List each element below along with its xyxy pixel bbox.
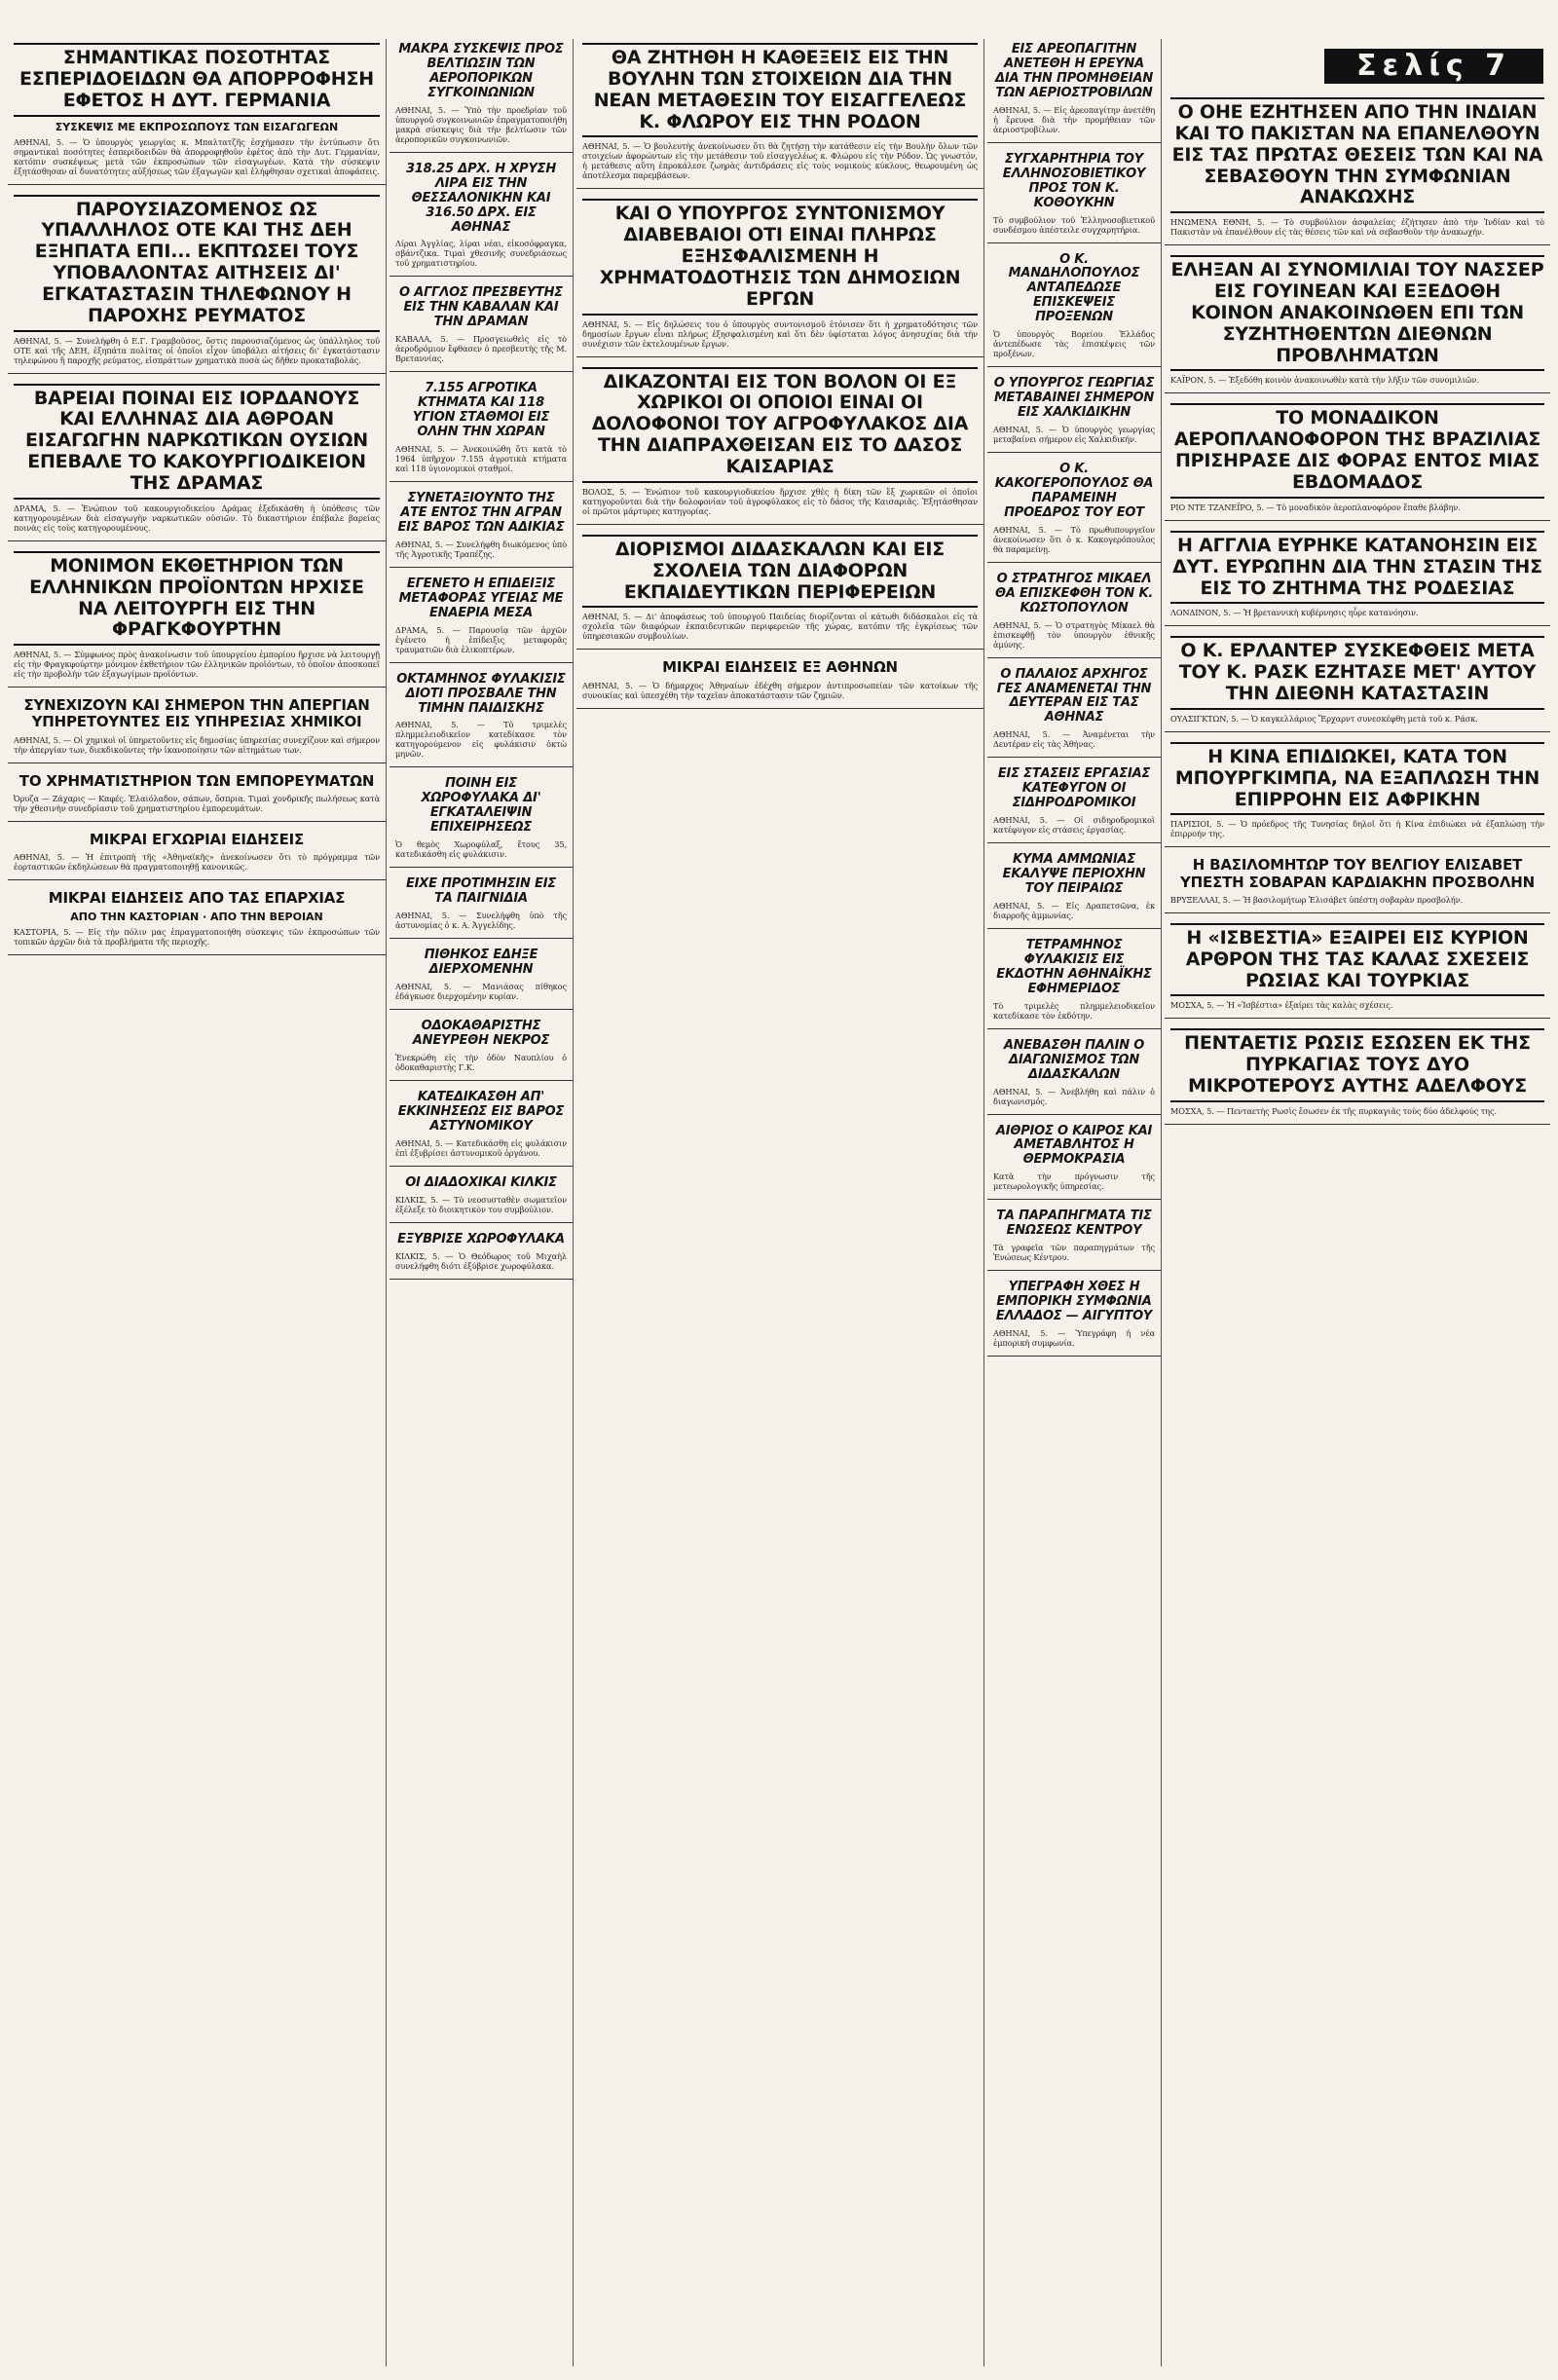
- article-headline: ΟΚΤΑΜΗΝΟΣ ΦΥΛΑΚΙΣΙΣ ΔΙΟΤΙ ΠΡΟΣΒΑΛΕ ΤΗΝ ΤΙΜΗΝ ΠΑΙΔΙΣΚΗΣ: [396, 671, 566, 716]
- article: [987, 664, 1161, 759]
- article: [390, 159, 573, 278]
- article-headline: Ο ΠΑΛΑΙΟΣ ΑΡΧΗΓΟΣ ΓΕΣ ΑΝΑΜΕΝΕΤΑΙ ΤΗΝ ΔΕΥΤΕΡΑΝ ΕΙΣ ΤΑΣ ΑΘΗΝΑΣ: [996, 666, 1152, 725]
- article: [390, 1087, 573, 1167]
- article-headline: ΤΑ ΠΑΡΑΠΗΓΜΑΤΑ ΤΙΣ ΕΝΩΣΕΩΣ ΚΕΝΤΡΟΥ: [996, 1209, 1152, 1239]
- article-headline: ΠΟΙΝΗ ΕΙΣ ΧΩΡΟΦΥΛΑΚΑ ΔΙ' ΕΓΚΑΤΑΛΕΙΨΙΝ ΕΠΙΧΕΙΡΗΣΕΩΣ: [421, 776, 541, 836]
- article-body: Τὸ τριμελὲς πλημμελειοδικεῖον κατεδίκασε τὸν ἐκδότην.: [993, 1000, 1155, 1021]
- article-body: Ἐνεκρώθη εἰς τὴν ὁδὸν Ναυπλίου ὁ ὁδοκαθαριστὴς Γ.Κ.: [395, 1052, 567, 1072]
- article: [987, 149, 1161, 243]
- article-headline: Η «ΙΣΒΕΣΤΙΑ» ΕΞΑΙΡΕΙ ΕΙΣ ΚΥΡΙΟΝ ΑΡΘΡΟΝ ΤΗΣ ΤΑΣ ΚΑΛΑΣ ΣΧΕΣΕΙΣ ΡΩΣΙΑΣ ΚΑΙ ΤΟΥΡΚΙΑΣ: [1170, 923, 1544, 997]
- article-body: ΑΘΗΝΑΙ, 5. — Μανιάσας πίθηκος ἐδάγκωσε διερχομένην κυρίαν.: [395, 981, 567, 1001]
- article: [390, 874, 573, 939]
- page-label: Σελίς 7: [1324, 49, 1543, 84]
- article-headline: ΚΑΙ Ο ΥΠΟΥΡΓΟΣ ΣΥΝΤΟΝΙΣΜΟΥ ΔΙΑΒΕΒΑΙΟΙ ΟΤΙ ΕΙΝΑΙ ΠΛΗΡΩΣ ΕΞΗΣΦΑΛΙΣΜΕΝΗ Η ΧΡΗΜΑΤΟΔΟΤΗΣΙΣ ΤΩΝ ΔΗΜΟΣΙΩΝ ΕΡΓΩΝ: [582, 199, 978, 315]
- article-body: Τὸ συμβούλιον τοῦ Ἑλληνοσοβιετικοῦ συνδέσμου ἀπέστειλε συγχαρητήρια.: [993, 214, 1155, 235]
- article: [576, 195, 983, 356]
- article-body: ΗΝΩΜΕΝΑ ΕΘΝΗ, 5. — Τὸ συμβούλιον ἀσφαλείας ἐζήτησεν ἀπὸ τὴν Ἰνδίαν καὶ τὸ Πακιστὰν νὰ ἐπανέλθουν εἰς τὰς θέσεις τῶν καὶ νὰ σεβασθοῦν τὴν ἀνακωχήν.: [1170, 217, 1544, 238]
- article-headline: ΑΝΕΒΑΣΘΗ ΠΑΛΙΝ Ο ΔΙΑΓΩΝΙΣΜΟΣ ΤΩΝ ΔΙΔΑΣΚΑΛΩΝ: [1003, 1037, 1145, 1082]
- article: [1165, 527, 1550, 627]
- article-body: ΚΑΪΡΟΝ, 5. — Ἐξεδόθη κοινὸν ἀνακοινωθὲν κατὰ τὴν λῆξιν τῶν συνομιλιῶν.: [1170, 375, 1479, 386]
- article-headline: Η ΑΓΓΛΙΑ ΕΥΡΗΚΕ ΚΑΤΑΝΟΗΣΙΝ ΕΙΣ ΔΥΤ. ΕΥΡΩΠΗΝ ΔΙΑ ΤΗΝ ΣΤΑΣΙΝ ΤΗΣ ΕΙΣ ΤΟ ΖΗΤΗΜΑ ΤΗΣ ΡΟΔΕΣΙΑΣ: [1170, 531, 1544, 605]
- article-body: ΑΘΗΝΑΙ, 5. — Ἀνεβλήθη καὶ πάλιν ὁ διαγωνισμός.: [993, 1086, 1155, 1106]
- article-headline: ΕΙΧΕ ΠΡΟΤΙΜΗΣΙΝ ΕΙΣ ΤΑ ΠΑΙΓΝΙΔΙΑ: [405, 876, 557, 907]
- article-body: ΔΡΑΜΑ, 5. — Παρουσίᾳ τῶν ἀρχῶν ἐγένετο ἡ ἐπίδειξις μεταφορᾶς τραυματιῶν διὰ ἑλικοπτέρων.: [395, 624, 567, 654]
- article: [8, 39, 386, 185]
- article-headline: ΜΙΚΡΑΙ ΕΓΧΩΡΙΑΙ ΕΙΔΗΣΕΙΣ: [89, 830, 305, 848]
- article-body: ΡΙΟ ΝΤΕ ΤΖΑΝΕΪΡΟ, 5. — Τὸ μοναδικὸν ἀεροπλανοφόρον ἔπαθε βλάβην.: [1170, 502, 1461, 512]
- article-body: ΑΘΗΝΑΙ, 5. — Εἰς ἀρεοπαγίτην ἀνετέθη ἡ ἔρευνα διὰ τὴν προμήθειαν τῶν ἀεριοστροβίλων.: [993, 104, 1155, 134]
- article: [390, 488, 573, 568]
- article: [576, 531, 983, 651]
- article-headline: ΕΛΗΞΑΝ ΑΙ ΣΥΝΟΜΙΛΙΑΙ ΤΟΥ ΝΑΣΣΕΡ ΕΙΣ ΓΟΥΙΝΕΑΝ ΚΑΙ ΕΞΕΔΟΘΗ ΚΟΙΝΟΝ ΑΝΑΚΟΙΝΩΘΕΝ ΕΠΙ ΤΩΝ ΣΥΖΗΤΗΘΕΝΤΩΝ ΔΙΕΘΝΩΝ ΠΡΟΒΛΗΜΑΤΩΝ: [1170, 255, 1544, 371]
- article: [8, 547, 386, 688]
- article-headline: ΜΟΝΙΜΟΝ ΕΚΘΕΤΗΡΙΟΝ ΤΩΝ ΕΛΛΗΝΙΚΩΝ ΠΡΟΪΟΝΤΩΝ ΗΡΧΙΣΕ ΝΑ ΛΕΙΤΟΥΡΓΗ ΕΙΣ ΤΗΝ ΦΡΑΓΚΦΟΥΡΤΗΝ: [14, 551, 380, 646]
- article-headline: ΜΙΚΡΑΙ ΕΙΔΗΣΕΙΣ ΑΠΟ ΤΑΣ ΕΠΑΡΧΙΑΣ: [48, 889, 346, 908]
- article-body: ΜΟΣΧΑ, 5. — Πενταετὴς Ρωσὶς ἔσωσεν ἐκ τῆς πυρκαγιᾶς τοὺς δύο ἀδελφούς της.: [1170, 1105, 1497, 1116]
- article-headline: ΠΑΡΟΥΣΙΑΖΟΜΕΝΟΣ ΩΣ ΥΠΑΛΛΗΛΟΣ ΟΤΕ ΚΑΙ ΤΗΣ ΔΕΗ ΕΞΗΠΑΤΑ ΕΠΙ... ΕΚΠΤΩΣΕΙ ΤΟΥΣ ΥΠΟΒΑΛΟΝΤΑΣ ΑΙΤΗΣΕΙΣ ΔΙ' ΕΓΚΑΤΑΣΤΑΣΙΝ ΤΗΛΕΦΩΝΟΥ Η ΠΑΡΟΧΗΣ ΡΕΥΜΑΤΟΣ: [14, 195, 380, 332]
- article-body: ΑΘΗΝΑΙ, 5. — Τὸ πρωθυπουργεῖον ἀνεκοίνωσεν ὅτι ὁ κ. Κακογερόπουλος θὰ παραμείνῃ.: [993, 524, 1155, 554]
- article-body: ΑΘΗΝΑΙ, 5. — Σύμφωνος πρὸς ἀνακοίνωσιν τοῦ ὑπουργείου ἐμπορίου ἤρχισε νὰ λειτουργῇ εἰς τὴν Φραγκφούρτην μόνιμον ἐκθετήριον τῶν ἑλληνικῶν προϊόντων, τὸ ὁποῖον ἀποσκοπεῖ εἰς τὴν προβολὴν τῶν ἐξαγωγίμων προϊόντων.: [14, 650, 380, 680]
- article: [987, 569, 1161, 658]
- article: [576, 655, 983, 708]
- article-headline: ΤΕΤΡΑΜΗΝΟΣ ΦΥΛΑΚΙΣΙΣ ΕΙΣ ΕΚΔΟΤΗΝ ΑΘΗΝΑΪΚΗΣ ΕΦΗΜΕΡΙΔΟΣ: [996, 937, 1152, 996]
- column-5: [1165, 93, 1550, 2366]
- article-headline: ΟΙ ΔΙΑΔΟΧΙΚΑΙ ΚΙΛΚΙΣ: [405, 1174, 557, 1190]
- article: [987, 249, 1161, 368]
- article-headline: Ο ΥΠΟΥΡΓΟΣ ΓΕΩΡΓΙΑΣ ΜΕΤΑΒΑΙΝΕΙ ΣΗΜΕΡΟΝ ΕΙΣ ΧΑΛΚΙΔΙΚΗΝ: [993, 376, 1155, 421]
- article-body: ΑΘΗΝΑΙ, 5. — Ὑπὸ τὴν προεδρίαν τοῦ ὑπουργοῦ συγκοινωνιῶν ἐπραγματοποιήθη μακρὰ σύσκεψις διὰ τὴν βελτίωσιν τῶν ἀεροπορικῶν συγκοινωνιῶν.: [395, 104, 567, 144]
- article: [1165, 251, 1550, 393]
- article-body: ΑΘΗΝΑΙ, 5. — Οἱ σιδηροδρομικοὶ κατέφυγον εἰς στάσεις ἐργασίας.: [993, 815, 1155, 836]
- article-headline: Η ΚΙΝΑ ΕΠΙΔΙΩΚΕΙ, ΚΑΤΑ ΤΟΝ ΜΠΟΥΡΓΚΙΜΠΑ, ΝΑ ΕΞΑΠΛΩΣΗ ΤΗΝ ΕΠΙΡΡΟΗΝ ΕΙΣ ΑΦΡΙΚΗΝ: [1170, 742, 1544, 816]
- article-headline: ΕΓΕΝΕΤΟ Η ΕΠΙΔΕΙΞΙΣ ΜΕΤΑΦΟΡΑΣ ΥΓΕΙΑΣ ΜΕ ΕΝΑΕΡΙΑ ΜΕΣΑ: [398, 576, 564, 620]
- article: [1165, 738, 1550, 848]
- article-headline: ΜΙΚΡΑΙ ΕΙΔΗΣΕΙΣ ΕΞ ΑΘΗΝΩΝ: [662, 658, 898, 677]
- article-subheadline: ΣΥΣΚΕΨΙΣ ΜΕ ΕΚΠΡΟΣΩΠΟΥΣ ΤΩΝ ΕΙΣΑΓΩΓΕΩΝ: [55, 120, 339, 133]
- article-headline: ΠΙΘΗΚΟΣ ΕΔΗΞΕ ΔΙΕΡΧΟΜΕΝΗΝ: [424, 948, 538, 977]
- article-body: ΒΡΥΞΕΛΛΑΙ, 5. — Ἡ βασιλομήτωρ Ἐλισάβετ ὑπέστη σοβαρὰν προσβολήν.: [1170, 894, 1463, 905]
- article-body: ΑΘΗΝΑΙ, 5. — Ἀνεκοινώθη ὅτι κατὰ τὸ 1964 ὑπῆρχον 7.155 ἀγροτικὰ κτήματα καὶ 118 ὑγιονομικοὶ σταθμοί.: [395, 444, 567, 473]
- article-headline: ΚΑΤΕΔΙΚΑΣΘΗ ΑΠ' ΕΚΚΙΝΗΣΕΩΣ ΕΙΣ ΒΑΡΟΣ ΑΣΤΥΝΟΜΙΚΟΥ: [397, 1089, 565, 1134]
- article: [987, 1277, 1161, 1357]
- article-headline: ΥΠΕΓΡΑΦΗ ΧΘΕΣ Η ΕΜΠΟΡΙΚΗ ΣΥΜΦΩΝΙΑ ΕΛΛΑΔΟΣ — ΑΙΓΥΠΤΟΥ: [995, 1280, 1153, 1324]
- article: [8, 886, 386, 955]
- article: [390, 1016, 573, 1081]
- article: [8, 191, 386, 374]
- article-body: ΑΘΗΝΑΙ, 5. — Εἰς δηλώσεις του ὁ ὑπουργὸς συντονισμοῦ ἐτόνισεν ὅτι ἡ χρηματοδότησις τῶν δημοσίων ἔργων εἶναι πλήρως ἐξησφαλισμένη καὶ ὅτι δὲν ὑφίσταται λόγος ἀνησυχίας διὰ τὴν συνέχισιν τῶν ἐκτελουμένων ἔργων.: [582, 318, 978, 349]
- article-body: ΜΟΣΧΑ, 5. — Ἡ «Ἰσβέστια» ἐξαίρει τὰς καλὰς σχέσεις.: [1170, 1000, 1393, 1011]
- article: [987, 935, 1161, 1029]
- article: [390, 1172, 573, 1223]
- article-body: Λίραι Ἀγγλίας, λίραι νέαι, εἰκοσόφραγκα, σβάντζικα. Τιμαὶ χθεσινῆς συνεδριάσεως τοῦ χρηματιστηρίου.: [395, 239, 567, 269]
- article-body: ΑΘΗΝΑΙ, 5. — Δι' ἀποφάσεως τοῦ ὑπουργοῦ Παιδείας διορίζονται οἱ κάτωθι διδάσκαλοι εἰς τὰ σχολεῖα τῶν διαφόρων ἐκπαιδευτικῶν περιφερειῶν τῆς χώρας, κατόπιν τῆς ἐγκρίσεως τῶν ὑπηρεσιακῶν συμβουλίων.: [582, 612, 978, 642]
- article-headline: 318.25 ΔΡΧ. Η ΧΡΥΣΗ ΛΙΡΑ ΕΙΣ ΤΗΝ ΘΕΣΣΑΛΟΝΙΚΗΝ ΚΑΙ 316.50 ΔΡΧ. ΕΙΣ ΑΘΗΝΑΣ: [405, 161, 557, 235]
- article-body: ΑΘΗΝΑΙ, 5. — Οἱ χημικοὶ οἱ ὑπηρετοῦντες εἰς δημοσίας ὑπηρεσίας συνεχίζουν καὶ σήμερον τὴν ἀπεργίαν των, διεκδικοῦντες τὴν ἱκανοποίησιν τῶν αἰτημάτων των.: [14, 734, 380, 755]
- column-4: [987, 39, 1162, 2366]
- article-body: ΑΘΗΝΑΙ, 5. — Ἀναμένεται τὴν Δευτέραν εἰς τὰς Ἀθήνας.: [993, 729, 1155, 750]
- column-1: [8, 39, 387, 2366]
- article: [8, 828, 386, 880]
- article-headline: ΔΙΚΑΖΟΝΤΑΙ ΕΙΣ ΤΟΝ ΒΟΛΟΝ ΟΙ ΕΞ ΧΩΡΙΚΟΙ ΟΙ ΟΠΟΙΟΙ ΕΙΝΑΙ ΟΙ ΔΟΛΟΦΟΝΟΙ ΤΟΥ ΑΓΡΟΦΥΛΑΚΟΣ ΔΙΑ ΤΗΝ ΔΙΑΠΡΑΧΘΕΙΣΑΝ ΕΙΣ ΤΟ ΔΑΣΟΣ ΚΑΙΣΑΡΙΑΣ: [582, 367, 978, 483]
- article-body: ΑΘΗΝΑΙ, 5. — Ὁ δήμαρχος Ἀθηναίων ἐδέχθη σήμερον ἀντιπροσωπείαν τῶν κατοίκων τῆς συνοικίας καὶ ὑπεσχέθη τὴν ταχεῖαν ἀποκατάστασιν τῶν ζημιῶν.: [582, 680, 978, 700]
- article-headline: Η ΒΑΣΙΛΟΜΗΤΩΡ ΤΟΥ ΒΕΛΓΙΟΥ ΕΛΙΣΑΒΕΤ ΥΠΕΣΤΗ ΣΟΒΑΡΑΝ ΚΑΡΔΙΑΚΗΝ ΠΡΟΣΒΟΛΗΝ: [1180, 856, 1535, 891]
- article: [390, 378, 573, 482]
- article: [987, 1206, 1161, 1271]
- article-body: ΟΥΑΣΙΓΚΤΩΝ, 5. — Ὁ καγκελλάριος Ἔρχαρντ συνεσκέφθη μετὰ τοῦ κ. Ράσκ.: [1170, 713, 1478, 724]
- article: [987, 459, 1161, 563]
- article-body: ΑΘΗΝΑΙ, 5. — Ὁ στρατηγὸς Μίκαελ θὰ ἐπισκεφθῇ τὸν ὑπουργὸν ἐθνικῆς ἀμύνης.: [993, 619, 1155, 650]
- article-headline: Ο Κ. ΜΑΝΔΗΛΟΠΟΥΛΟΣ ΑΝΤΑΠΕΔΩΣΕ ΕΠΙΣΚΕΨΕΙΣ ΠΡΟΞΕΝΩΝ: [1008, 251, 1140, 325]
- article-body: ΑΘΗΝΑΙ, 5. — Ὑπεγράφη ἡ νέα ἐμπορικὴ συμφωνία.: [993, 1328, 1155, 1348]
- article-body: ΑΘΗΝΑΙ, 5. — Τὸ τριμελὲς πλημμελειοδικεῖον κατεδίκασε τὸν κατηγορούμενον εἰς φυλάκισιν ὀκτὼ μηνῶν.: [395, 720, 567, 760]
- article: [390, 574, 573, 663]
- article-headline: ΤΟ ΜΟΝΑΔΙΚΟΝ ΑΕΡΟΠΛΑΝΟΦΟΡΟΝ ΤΗΣ ΒΡΑΖΙΛΙΑΣ ΠΡΙΣΗΡΑΣΕ ΔΙΣ ΦΟΡΑΣ ΕΝΤΟΣ ΜΙΑΣ ΕΒΔΟΜΑΔΟΣ: [1170, 403, 1544, 498]
- article: [987, 1035, 1161, 1115]
- article-headline: ΔΙΟΡΙΣΜΟΙ ΔΙΔΑΣΚΑΛΩΝ ΚΑΙ ΕΙΣ ΣΧΟΛΕΙΑ ΤΩΝ ΔΙΑΦΟΡΩΝ ΕΚΠΑΙΔΕΥΤΙΚΩΝ ΠΕΡΙΦΕΡΕΙΩΝ: [582, 535, 978, 609]
- article-headline: ΣΗΜΑΝΤΙΚΑΣ ΠΟΣΟΤΗΤΑΣ ΕΣΠΕΡΙΔΟΕΙΔΩΝ ΘΑ ΑΠΟΡΡΟΦΗΣΗ ΕΦΕΤΟΣ Η ΔΥΤ. ΓΕΡΜΑΝΙΑ: [14, 43, 380, 117]
- article-headline: Ο Κ. ΕΡΛΑΝΤΕΡ ΣΥΣΚΕΦΘΕΙΣ ΜΕΤΑ ΤΟΥ Κ. ΡΑΣΚ ΕΖΗΤΑΣΕ ΜΕΤ' ΑΥΤΟΥ ΤΗΝ ΔΙΕΘΝΗ ΚΑΤΑΣΤΑΣΙΝ: [1170, 636, 1544, 710]
- article-body: Τὰ γραφεῖα τῶν παραπηγμάτων τῆς Ἑνώσεως Κέντρου.: [993, 1243, 1155, 1263]
- article-body: ΑΘΗΝΑΙ, 5. — Ὁ βουλευτὴς ἀνεκοίνωσεν ὅτι θὰ ζητήσῃ τὴν κατάθεσιν εἰς τὴν Βουλὴν ὅλων τῶν στοιχείων ἀφορώντων εἰς τὴν μετάθεσιν τοῦ εἰσαγγελέως κ. Φλώρου εἰς τὴν Ρόδον. Ὡς γνωστόν, ἡ μετάθεσις αὕτη ἐπροκάλεσε ζωηρὰς ἀντιδράσεις εἰς τοὺς νομικοὺς κύκλους, θεωρουμένη ὡς ἀποτέλεσμα παρεμβάσεων.: [582, 141, 978, 181]
- article-body: ΑΘΗΝΑΙ, 5. — Ὁ ὑπουργὸς γεωργίας μεταβαίνει σήμερον εἰς Χαλκιδικήν.: [993, 425, 1155, 444]
- article: [390, 669, 573, 768]
- article: [987, 373, 1161, 453]
- article-body: ΛΟΝΔΙΝΟΝ, 5. — Ἡ βρεταννικὴ κυβέρνησις ηὗρε κατανόησιν.: [1170, 608, 1419, 618]
- article-body: ΚΙΛΚΙΣ, 5. — Τὸ νεοσυσταθὲν σωματεῖον ἐξέλεξε τὸ διοικητικὸν του συμβούλιον.: [395, 1194, 567, 1214]
- article-body: ΑΘΗΝΑΙ, 5. — Κατεδικάσθη εἰς φυλάκισιν ἐπὶ ἐξυβρίσει ἀστυνομικοῦ ὀργάνου.: [395, 1137, 567, 1158]
- article-body: ΚΑΣΤΟΡΙΑ, 5. — Εἰς τὴν πόλιν μας ἐπραγματοποιήθη σύσκεψις τῶν ἐκπροσώπων τῶν τοπικῶν ἀρχῶν διὰ τὰ προβλήματα τῆς περιοχῆς.: [14, 927, 380, 948]
- article-body: ΑΘΗΝΑΙ, 5. — Εἰς Δραπετσῶνα, ἐκ διαρροῆς ἀμμωνίας.: [993, 900, 1155, 920]
- article: [390, 773, 573, 868]
- article-body: ΑΘΗΝΑΙ, 5. — Συνελήφθη διωκόμενος ὑπὸ τῆς Ἀγροτικῆς Τραπέζης.: [395, 539, 567, 559]
- article: [576, 363, 983, 525]
- article-headline: ΑΙΘΡΙΟΣ Ο ΚΑΙΡΟΣ ΚΑΙ ΑΜΕΤΑΒΛΗΤΟΣ Η ΘΕΡΜΟΚΡΑΣΙΑ: [995, 1123, 1153, 1168]
- article-headline: ΕΙΣ ΣΤΑΣΕΙΣ ΕΡΓΑΣΙΑΣ ΚΑΤΕΦΥΓΟΝ ΟΙ ΣΙΔΗΡΟΔΡΟΜΙΚΟΙ: [997, 766, 1151, 811]
- article: [8, 769, 386, 822]
- article-body: Ὀρυζα — Ζάχαρις — Καφές. Ἐλαιόλαδον, σάπων, ὄσπρια. Τιμαὶ χονδρικῆς πωλήσεως κατὰ τὴν χθεσινὴν συνεδρίασιν τοῦ χρηματιστηρίου ἐμπορευμάτων.: [14, 793, 380, 813]
- article-headline: ΕΙΣ ΑΡΕΟΠΑΓΙΤΗΝ ΑΝΕΤΕΘΗ Η ΕΡΕΥΝΑ ΔΙΑ ΤΗΝ ΠΡΟΜΗΘΕΙΑΝ ΤΩΝ ΑΕΡΙΟΣΤΡΟΒΙΛΩΝ: [994, 42, 1154, 100]
- article: [1165, 632, 1550, 732]
- article: [987, 1121, 1161, 1201]
- article-body: Ὁ ὑπουργὸς Βορείου Ἑλλάδος ἀντεπέδωσε τὰς ἐπισκέψεις τῶν προξένων.: [993, 329, 1155, 359]
- article-headline: Ο ΟΗΕ ΕΖΗΤΗΣΕΝ ΑΠΟ ΤΗΝ ΙΝΔΙΑΝ ΚΑΙ ΤΟ ΠΑΚΙΣΤΑΝ ΝΑ ΕΠΑΝΕΛΘΟΥΝ ΕΙΣ ΤΑΣ ΠΡΩΤΑΣ ΘΕΣΕΙΣ ΤΩΝ ΚΑΙ ΝΑ ΣΕΒΑΣΘΟΥΝ ΤΗΝ ΣΥΜΦΩΝΙΑΝ ΑΝΑΚΩΧΗΣ: [1170, 97, 1544, 213]
- article: [390, 39, 573, 153]
- article: [1165, 853, 1550, 913]
- article-body: ΒΟΛΟΣ, 5. — Ἐνώπιον τοῦ κακουργιοδικείου ἤρχισε χθὲς ἡ δίκη τῶν ἓξ χωρικῶν οἱ ὁποῖοι κατηγοροῦνται διὰ τὴν δολοφονίαν τοῦ ἀγροφύλακος εἰς τὸ δάσος τῆς Καισαριᾶς. Ἐξητάσθησαν οἱ πρῶτοι μάρτυρες κατηγορίας.: [582, 486, 978, 516]
- article-body: ΑΘΗΝΑΙ, 5. — Συνελήφθη ὑπὸ τῆς ἀστυνομίας ὁ κ. Α. Ἀγγελίδης.: [395, 911, 567, 931]
- article-headline: ΚΥΜΑ ΑΜΜΩΝΙΑΣ ΕΚΑΛΥΨΕ ΠΕΡΙΟΧΗΝ ΤΟΥ ΠΕΙΡΑΙΩΣ: [1002, 852, 1146, 896]
- article-headline: Ο ΑΓΓΛΟΣ ΠΡΕΣΒΕΥΤΗΣ ΕΙΣ ΤΗΝ ΚΑΒΑΛΑΝ ΚΑΙ ΤΗΝ ΔΡΑΜΑΝ: [399, 285, 563, 330]
- article: [1165, 1024, 1550, 1125]
- column-3: [576, 39, 984, 2366]
- article: [1165, 919, 1550, 1020]
- article-headline: ΣΥΓΧΑΡΗΤΗΡΙΑ ΤΟΥ ΕΛΛΗΝΟΣΟΒΙΕΤΙΚΟΥ ΠΡΟΣ ΤΟΝ Κ. ΚΟΘΟΥΚΗΝ: [1002, 151, 1146, 210]
- article-headline: ΒΑΡΕΙΑΙ ΠΟΙΝΑΙ ΕΙΣ ΙΟΡΔΑΝΟΥΣ ΚΑΙ ΕΛΛΗΝΑΣ ΔΙΑ ΑΘΡΟΑΝ ΕΙΣΑΓΩΓΗΝ ΝΑΡΚΩΤΙΚΩΝ ΟΥΣΙΩΝ ΕΠΕΒΑΛΕ ΤΟ ΚΑΚΟΥΡΓΙΟΔΙΚΕΙΟΝ ΤΗΣ ΔΡΑΜΑΣ: [14, 384, 380, 500]
- article-body: ΠΑΡΙΣΙΟΙ, 5. — Ὁ πρόεδρος τῆς Τυνησίας δηλοῖ ὅτι ἡ Κίνα ἐπιδιώκει νὰ ἐξαπλώσῃ τὴν ἐπιρροήν της.: [1170, 819, 1544, 839]
- article: [390, 945, 573, 1010]
- article: [987, 39, 1161, 143]
- article-headline: ΣΥΝΕΧΙΖΟΥΝ ΚΑΙ ΣΗΜΕΡΟΝ ΤΗΝ ΑΠΕΡΓΙΑΝ ΥΠΗΡΕΤΟΥΝΤΕΣ ΕΙΣ ΥΠΗΡΕΣΙΑΣ ΧΗΜΙΚΟΙ: [23, 696, 370, 731]
- article-body: ΚΙΛΚΙΣ, 5. — Ὁ Θεόδωρος τοῦ Μιχαὴλ συνελήφθη διότι ἐξύβρισε χωροφύλακα.: [395, 1250, 567, 1271]
- article-headline: ΕΞΥΒΡΙΣΕ ΧΩΡΟΦΥΛΑΚΑ: [397, 1231, 565, 1246]
- article-body: ΔΡΑΜΑ, 5. — Ἐνώπιον τοῦ κακουργιοδικείου Δράμας ἐξεδικάσθη ἡ ὑπόθεσις τῶν κατηγορουμένων διὰ εἰσαγωγὴν ναρκωτικῶν οὐσιῶν. Τὸ δικαστήριον ἐπέβαλε βαρείας ποινὰς εἰς τοὺς κατηγορουμένους.: [14, 502, 380, 533]
- article: [1165, 399, 1550, 520]
- article-headline: ΟΔΟΚΑΘΑΡΙΣΤΗΣ ΑΝΕΥΡΕΘΗ ΝΕΚΡΟΣ: [412, 1018, 550, 1048]
- article: [576, 39, 983, 189]
- column-2: [390, 39, 574, 2366]
- article-headline: 7.155 ΑΓΡΟΤΙΚΑ ΚΤΗΜΑΤΑ ΚΑΙ 118 ΥΓΙΟΝ ΣΤΑΘΜΟΙ ΕΙΣ ΟΛΗΝ ΤΗΝ ΧΩΡΑΝ: [412, 381, 550, 440]
- article: [987, 763, 1161, 843]
- article: [390, 1229, 573, 1280]
- article: [8, 693, 386, 763]
- article-body: Ὁ θεμὸς Χωροφύλαξ, ἔτους 35, κατεδικάσθη εἰς φυλάκισιν.: [395, 839, 567, 860]
- article: [987, 849, 1161, 929]
- article: [8, 380, 386, 541]
- article: [1165, 93, 1550, 245]
- article-body: ΑΘΗΝΑΙ, 5. — Ὁ ὑπουργὸς γεωργίας κ. Μπαλτατζῆς ἐσχήμασεν τὴν ἐντύπωσιν ὅτι σημαντικαὶ ποσότητες ἑσπεριδοειδῶν θὰ ἀπορροφηθοῦν ἐφέτος ἀπὸ τὴν Δυτ. Γερμανίαν, κατόπιν συσκέψεως μετὰ τῶν ἐκπροσώπων τῶν εἰσαγωγέων. Κατὰ τὴν σύσκεψιν ἐξητάσθησαν αἱ δυνατότητες αὐξήσεως τῶν ἐξαγωγῶν καὶ ἐλήφθησαν σχετικαὶ ἀποφάσεις.: [14, 136, 380, 176]
- article-headline: Ο Κ. ΚΑΚΟΓΕΡΟΠΟΥΛΟΣ ΘΑ ΠΑΡΑΜΕΙΝΗ ΠΡΟΕΔΡΟΣ ΤΟΥ ΕΟΤ: [994, 462, 1154, 520]
- article-body: Κατὰ τὴν πρόγνωσιν τῆς μετεωρολογικῆς ὑπηρεσίας.: [993, 1171, 1155, 1192]
- article-headline: ΠΕΝΤΑΕΤΙΣ ΡΩΣΙΣ ΕΣΩΣΕΝ ΕΚ ΤΗΣ ΠΥΡΚΑΓΙΑΣ ΤΟΥΣ ΔΥΟ ΜΙΚΡΟΤΕΡΟΥΣ ΑΥΤΗΣ ΑΔΕΛΦΟΥΣ: [1170, 1028, 1544, 1102]
- article-headline: ΤΟ ΧΡΗΜΑΤΙΣΤΗΡΙΟΝ ΤΩΝ ΕΜΠΟΡΕΥΜΑΤΩΝ: [19, 771, 375, 790]
- article-body: ΑΘΗΝΑΙ, 5. — Συνελήφθη ὁ Ε.Γ. Γραμβοῦσος, ὅστις παρουσιαζόμενος ὡς ὑπάλληλος τοῦ ΟΤΕ καὶ τῆς ΔΕΗ, ἐξηπάτα πολίτας οἱ ὁποῖοι εἶχον ὑποβάλει αἰτήσεις δι' ἐγκατάστασιν τηλεφώνου ἢ παροχῆς ρεύματος, εἰσπράττων χρηματικὰ ποσὰ ὡς δῆθεν προκαταβολάς.: [14, 335, 380, 365]
- article-headline: ΜΑΚΡΑ ΣΥΣΚΕΨΙΣ ΠΡΟΣ ΒΕΛΤΙΩΣΙΝ ΤΩΝ ΑΕΡΟΠΟΡΙΚΩΝ ΣΥΓΚΟΙΝΩΝΙΩΝ: [398, 42, 564, 100]
- article-body: ΑΘΗΝΑΙ, 5. — Ἡ ἐπιτροπὴ τῆς «Ἀθηναϊκῆς» ἀνεκοίνωσεν ὅτι τὸ πρόγραμμα τῶν ἑορταστικῶν ἐκδηλώσεων θὰ πραγματοποιηθῇ κανονικῶς.: [14, 852, 380, 873]
- article-headline: ΣΥΝΕΤΑΞΙΟΥΝΤΟ ΤΗΣ ΑΤΕ ΕΝΤΟΣ ΤΗΝ ΑΓΡΑΝ ΕΙΣ ΒΑΡΟΣ ΤΩΝ ΑΔΙΚΙΑΣ: [397, 491, 565, 535]
- article: [390, 282, 573, 372]
- article-subheadline: ΑΠΟ ΤΗΝ ΚΑΣΤΟΡΙΑΝ · ΑΠΟ ΤΗΝ ΒΕΡΟΙΑΝ: [70, 911, 323, 924]
- article-body: ΚΑΒΑΛΑ, 5. — Προσγειωθεὶς εἰς τὸ ἀεροδρόμιον ἔφθασεν ὁ πρεσβευτὴς τῆς Μ. Βρεταννίας.: [395, 334, 567, 364]
- article-headline: ΘΑ ΖΗΤΗΘΗ Η ΚΑΘΕΞΕΙΣ ΕΙΣ ΤΗΝ ΒΟΥΛΗΝ ΤΩΝ ΣΤΟΙΧΕΙΩΝ ΔΙΑ ΤΗΝ ΝΕΑΝ ΜΕΤΑΘΕΣΙΝ ΤΟΥ ΕΙΣΑΓΓΕΛΕΩΣ Κ. ΦΛΩΡΟΥ ΕΙΣ ΤΗΝ ΡΟΔΟΝ: [582, 43, 978, 137]
- article-headline: Ο ΣΤΡΑΤΗΓΟΣ ΜΙΚΑΕΛ ΘΑ ΕΠΙΣΚΕΦΘΗ ΤΟΝ Κ. ΚΩΣΤΟΠΟΥΛΟΝ: [994, 571, 1154, 615]
